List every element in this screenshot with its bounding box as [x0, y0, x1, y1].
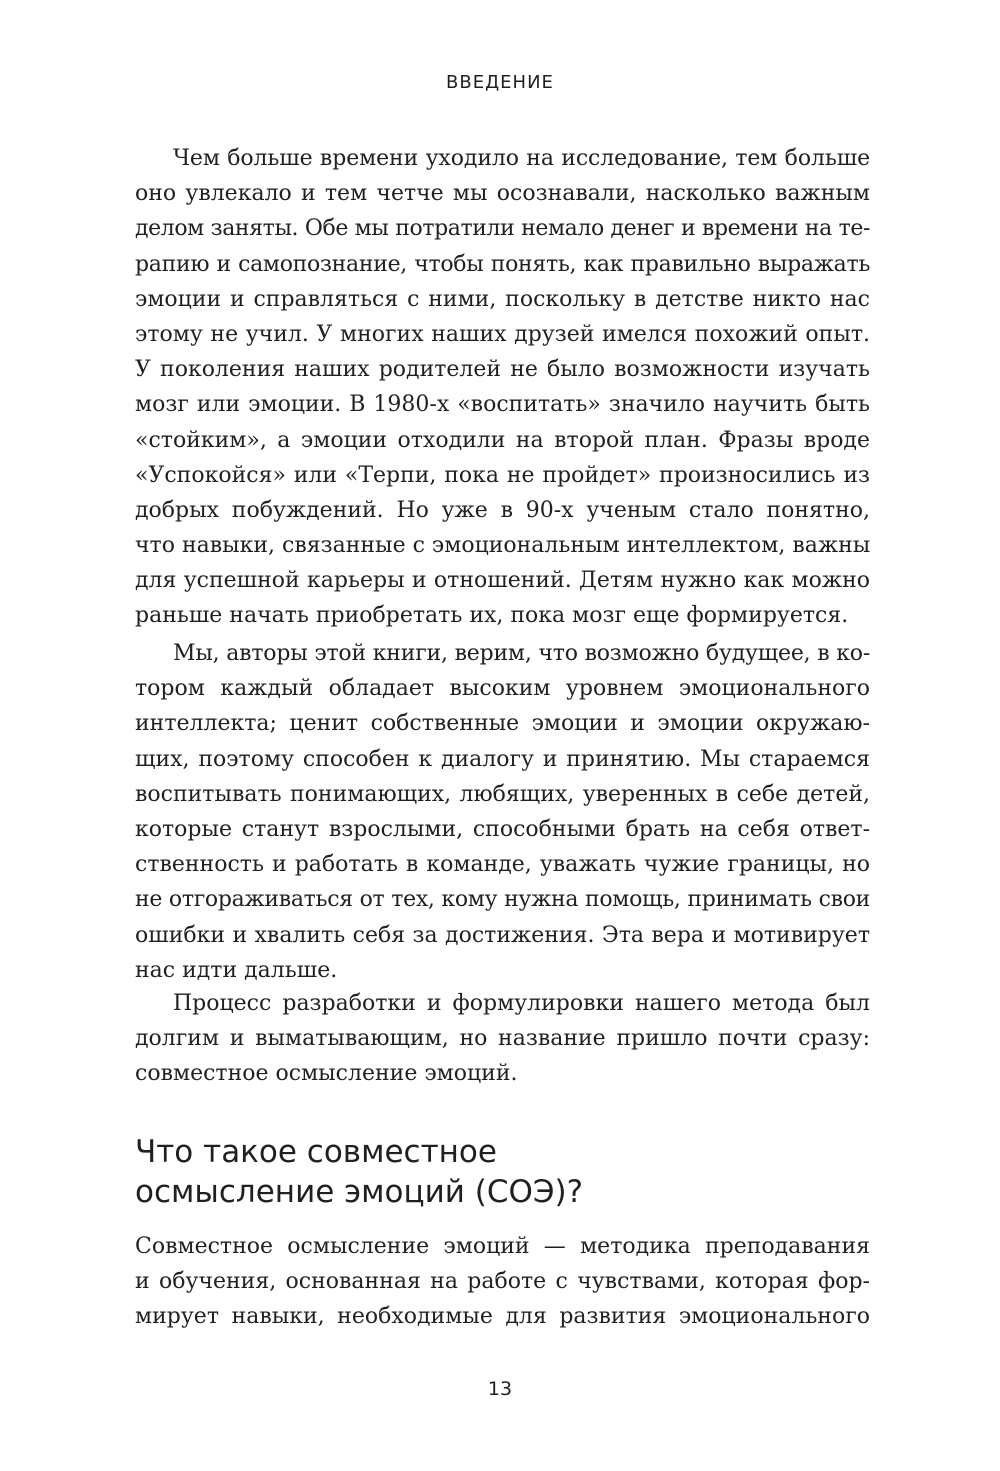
text-line: делом заняты. Обе мы потратили немало денег и времени на те-: [135, 216, 870, 242]
heading-line: Что такое совместное: [135, 1134, 497, 1170]
heading-line: осмысление эмоций (СОЭ)?: [135, 1174, 584, 1210]
paragraph-1: [135, 141, 870, 634]
running-head: ВВЕДЕНИЕ: [446, 72, 554, 93]
text-line: мозг или эмоции. В 1980-х «воспитать» значило научить быть: [135, 392, 870, 418]
text-line: интеллекта; ценит собственные эмоции и эмоции окружаю-: [135, 711, 870, 737]
text-line: не отгораживаться от тех, кому нужна помощь, принимать свои: [135, 887, 870, 913]
page-number: 13: [487, 1378, 513, 1400]
section-paragraph: [135, 1229, 870, 1335]
text-line: что навыки, связанные с эмоциональным интеллектом, важны: [135, 533, 871, 559]
text-line: Чем больше времени уходило на исследование, тем больше: [173, 146, 870, 171]
text-line: «стойким», а эмоции отходили на второй план. Фразы вроде: [135, 427, 870, 453]
section-heading: [135, 1132, 870, 1212]
text-line: ошибки и хвалить себя за достижения. Эта вера и мотивирует: [135, 922, 870, 948]
text-line: добрых побуждений. Но уже в 90-х ученым стало понятно,: [135, 497, 870, 523]
text-line: воспитывать понимающих, любящих, уверенных в себе детей,: [135, 781, 870, 807]
text-line: нас идти дальше.: [135, 957, 338, 983]
text-line: Совместное осмысление эмоций — методика преподавания: [135, 1234, 870, 1259]
text-line: У поколения наших родителей не было возможности изучать: [135, 357, 870, 383]
paragraph-3: [135, 986, 870, 1092]
text-line: этому не учил. У многих наших друзей имелся похожий опыт.: [135, 321, 870, 347]
paragraph-2: [135, 636, 870, 988]
text-line: эмоции и справляться с ними, поскольку в детстве никто нас: [135, 286, 870, 312]
text-line: совместное осмысление эмоций.: [135, 1061, 518, 1087]
text-line: тором каждый обладает высоким уровнем эмоционального: [135, 676, 870, 702]
text-line: Мы, авторы этой книги, верим, что возможно будущее, в ко-: [173, 641, 871, 666]
text-line: раньше начать приобретать их, пока мозг еще формируется.: [135, 603, 849, 629]
text-line: и обучения, основанная на работе с чувствами, которая фор-: [135, 1269, 870, 1295]
text-line: долгим и выматывающим, но название пришло почти сразу:: [135, 1026, 870, 1052]
text-line: ственность и работать в команде, уважать чужие границы, но: [135, 852, 870, 878]
text-line: рапию и самопознание, чтобы понять, как правильно выражать: [135, 251, 870, 277]
text-line: мирует навыки, необходимые для развития эмоционального: [135, 1304, 870, 1330]
text-line: Процесс разработки и формулировки нашего метода был: [173, 991, 870, 1016]
text-line: для успешной карьеры и отношений. Детям нужно как можно: [135, 568, 870, 594]
text-line: щих, поэтому способен к диалогу и принятию. Мы стараемся: [135, 746, 870, 772]
text-line: которые станут взрослыми, способными брать на себя ответ-: [135, 816, 870, 842]
text-line: «Успокойся» или «Терпи, пока не пройдет» произносились из: [135, 462, 870, 488]
text-line: оно увлекало и тем четче мы осознавали, насколько важным: [135, 181, 870, 207]
